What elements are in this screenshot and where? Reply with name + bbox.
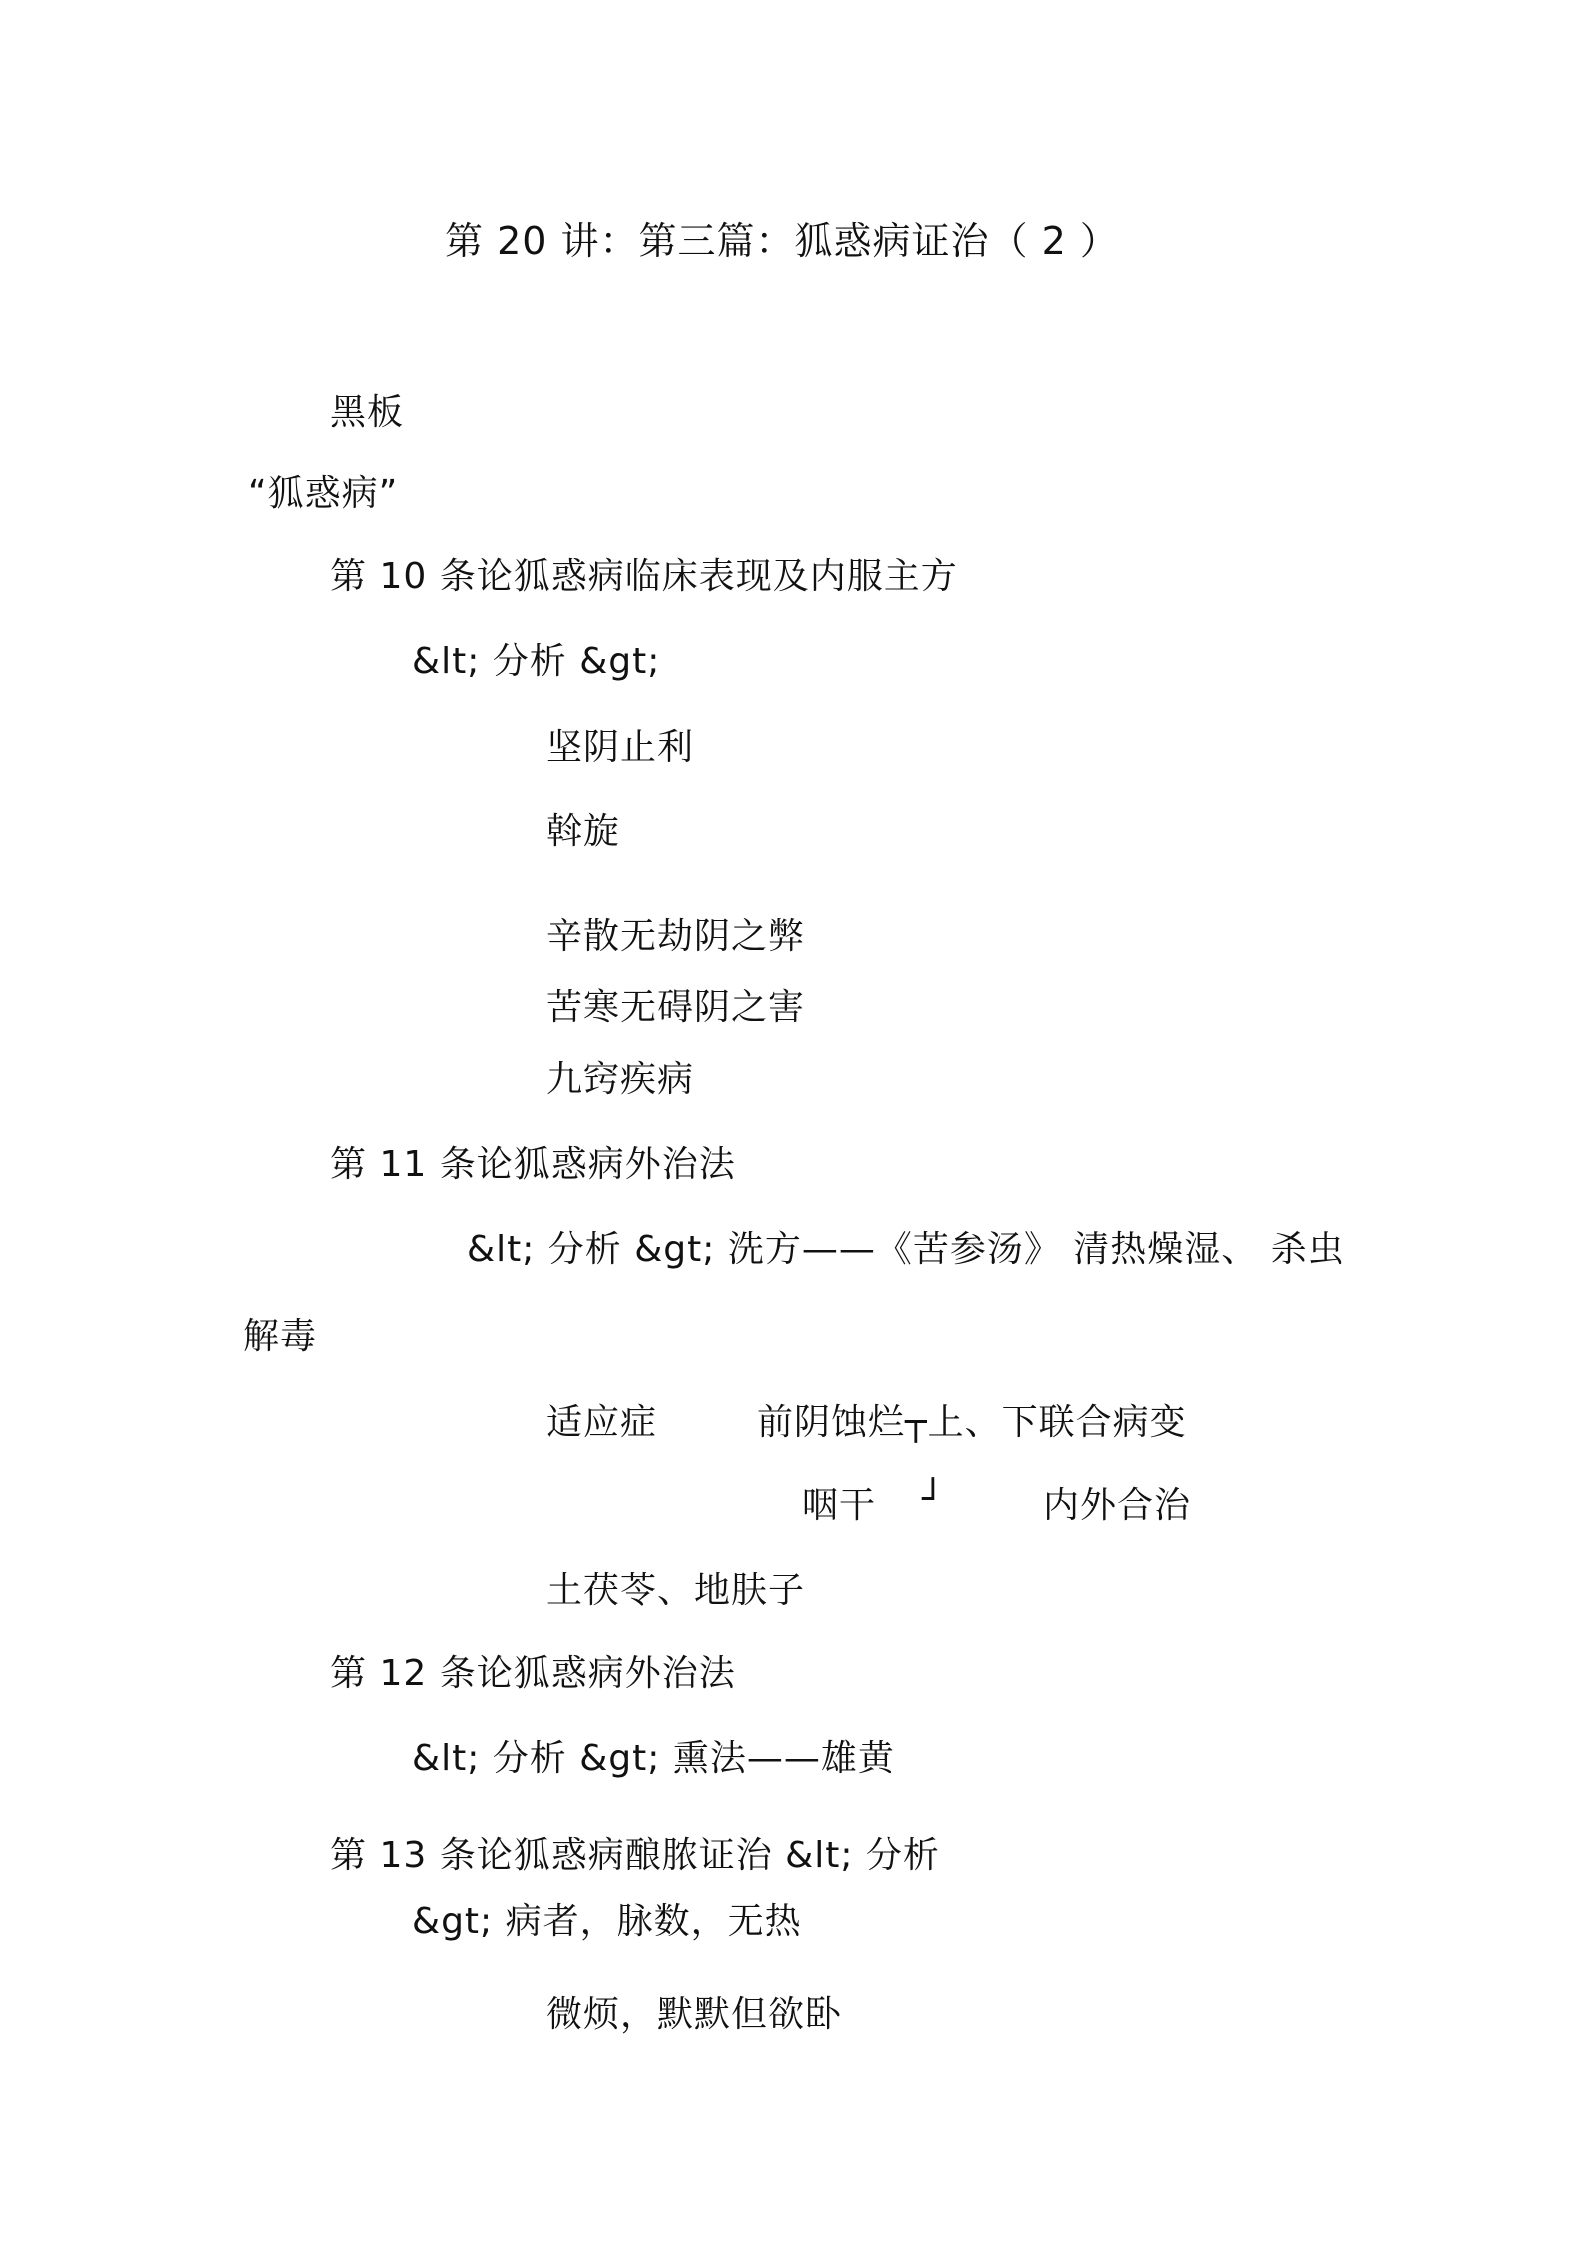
article-11-analysis: &lt; 分析 &gt; 洗方——《苦参汤》 清热燥湿、 杀虫 bbox=[467, 1229, 1345, 1270]
indication-line-3: 内外合治 bbox=[1043, 1485, 1192, 1526]
article-12-analysis: &lt; 分析 &gt; 熏法——雄黄 bbox=[412, 1738, 895, 1779]
article-11-heading: 第 11 条论狐惑病外治法 bbox=[330, 1144, 736, 1185]
article-12-heading: 第 12 条论狐惑病外治法 bbox=[330, 1653, 736, 1694]
article-13-line-3: 微烦，默默但欲卧 bbox=[546, 1994, 843, 2035]
article-10-analysis: &lt; 分析 &gt; bbox=[412, 641, 661, 682]
article-11-analysis-continued: 解毒 bbox=[243, 1316, 318, 1357]
indication-line-1: 前阴蚀烂┬上、下联合病变 bbox=[757, 1402, 1187, 1443]
indication-bracket: ┘ bbox=[922, 1479, 944, 1520]
article-10-item: 辛散无劫阴之弊 bbox=[546, 916, 806, 957]
article-13-heading: 第 13 条论狐惑病酿脓证治 &lt; 分析 bbox=[330, 1835, 940, 1876]
blackboard-label: 黑板 bbox=[330, 392, 405, 433]
indication-line-2: 咽干 bbox=[802, 1485, 877, 1526]
article-10-heading: 第 10 条论狐惑病临床表现及内服主方 bbox=[330, 556, 958, 597]
article-10-item: 九窍疾病 bbox=[546, 1059, 695, 1100]
article-10-item: 斡旋 bbox=[546, 811, 621, 852]
article-13-line-2: &gt; 病者，脉数，无热 bbox=[412, 1901, 802, 1942]
article-10-item: 苦寒无碍阴之害 bbox=[546, 987, 806, 1028]
article-10-item: 坚阴止利 bbox=[546, 727, 695, 768]
topic-heading: “狐惑病” bbox=[248, 473, 399, 514]
article-11-herbs: 土茯苓、地肤子 bbox=[546, 1570, 806, 1611]
page-title: 第 20 讲：第三篇：狐惑病证治（ 2 ） bbox=[445, 219, 1119, 263]
indication-label: 适应症 bbox=[546, 1402, 658, 1443]
